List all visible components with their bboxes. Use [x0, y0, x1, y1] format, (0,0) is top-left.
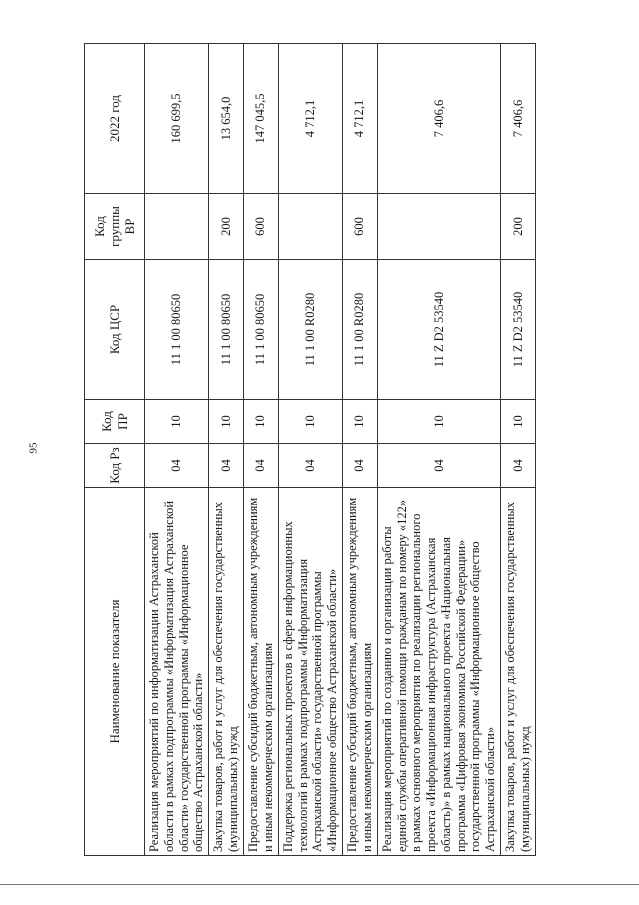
row-pr: 10 [278, 400, 342, 444]
row-name: Реализация мероприятий по информатизации Астраханской области в рамках подпрограммы «Информатизация Астраханской области» государственной программы «Информационное общество Астраханской области» [145, 488, 209, 856]
row-rz: 04 [343, 444, 378, 488]
table-header-row [85, 44, 145, 856]
row-rz: 04 [145, 444, 209, 488]
row-amount: 4 712,1 [278, 44, 342, 194]
row-amount: 7 406,6 [501, 44, 536, 194]
row-name: Реализация мероприятий по созданию и организации работы единой службы оперативной помощи гражданам по номеру «122» в рамках основного мероприятия по реализации регионального проекта «Информационная инфраструктура (Астраханская область)» в рамках национального проекта «Национальная программа «Цифровая экономика Российской Федерации» государственной программы «Информационное общество Астраханской области» [377, 488, 501, 856]
row-name: Предоставление субсидий бюджетным, автономным учреждениям и иным некоммерческим организациям [244, 488, 279, 856]
row-pr: 10 [244, 400, 279, 444]
row-rz: 04 [209, 444, 244, 488]
row-pr: 10 [145, 400, 209, 444]
row-amount: 4 712,1 [343, 44, 378, 194]
row-csr: 11 1 00 80650 [145, 260, 209, 400]
row-csr: 11 Z D2 53540 [501, 260, 536, 400]
header-name: Наименование показателя [85, 488, 145, 856]
header-rz: Код Рз [85, 444, 145, 488]
row-name: Предоставление субсидий бюджетным, автономным учреждениям и иным некоммерческим организациям [343, 488, 378, 856]
row-amount: 147 045,5 [244, 44, 279, 194]
row-vr: 600 [244, 194, 279, 260]
row-amount: 7 406,6 [377, 44, 501, 194]
table-row [278, 44, 342, 856]
row-csr: 11 1 00 R0280 [343, 260, 378, 400]
row-vr [278, 194, 342, 260]
row-rz: 04 [244, 444, 279, 488]
row-pr: 10 [501, 400, 536, 444]
row-csr: 11 1 00 80650 [209, 260, 244, 400]
row-pr: 10 [343, 400, 378, 444]
table-row [377, 44, 501, 856]
row-name: Закупка товаров, работ и услуг для обеспечения государственных (муниципальных) нужд [501, 488, 536, 856]
row-pr: 10 [377, 400, 501, 444]
header-vr: Код группы ВР [85, 194, 145, 260]
bottom-rule [0, 884, 639, 885]
row-amount: 13 654,0 [209, 44, 244, 194]
header-pr: Код ПР [85, 400, 145, 444]
table-row [145, 44, 209, 856]
row-pr: 10 [209, 400, 244, 444]
row-rz: 04 [501, 444, 536, 488]
table-row [209, 44, 244, 856]
row-name: Поддержка региональных проектов в сфере информационных технологий в рамках подпрограммы «Информатизация Астраханской области» государственной программы «Информационное общество Астраханской области» [278, 488, 342, 856]
row-csr: 11 1 00 R0280 [278, 260, 342, 400]
row-rz: 04 [377, 444, 501, 488]
row-vr: 200 [209, 194, 244, 260]
row-vr [377, 194, 501, 260]
table-row [244, 44, 279, 856]
row-vr: 600 [343, 194, 378, 260]
header-csr: Код ЦСР [85, 260, 145, 400]
row-vr: 200 [501, 194, 536, 260]
table-row [501, 44, 536, 856]
header-year: 2022 год [85, 44, 145, 194]
row-csr: 11 Z D2 53540 [377, 260, 501, 400]
page-number: 95 [27, 442, 40, 454]
row-vr [145, 194, 209, 260]
row-rz: 04 [278, 444, 342, 488]
row-csr: 11 1 00 80650 [244, 260, 279, 400]
row-amount: 160 699,5 [145, 44, 209, 194]
budget-table [84, 43, 536, 856]
rotated-table-container [84, 44, 536, 856]
table-row [343, 44, 378, 856]
row-name: Закупка товаров, работ и услуг для обеспечения государственных (муниципальных) нужд [209, 488, 244, 856]
